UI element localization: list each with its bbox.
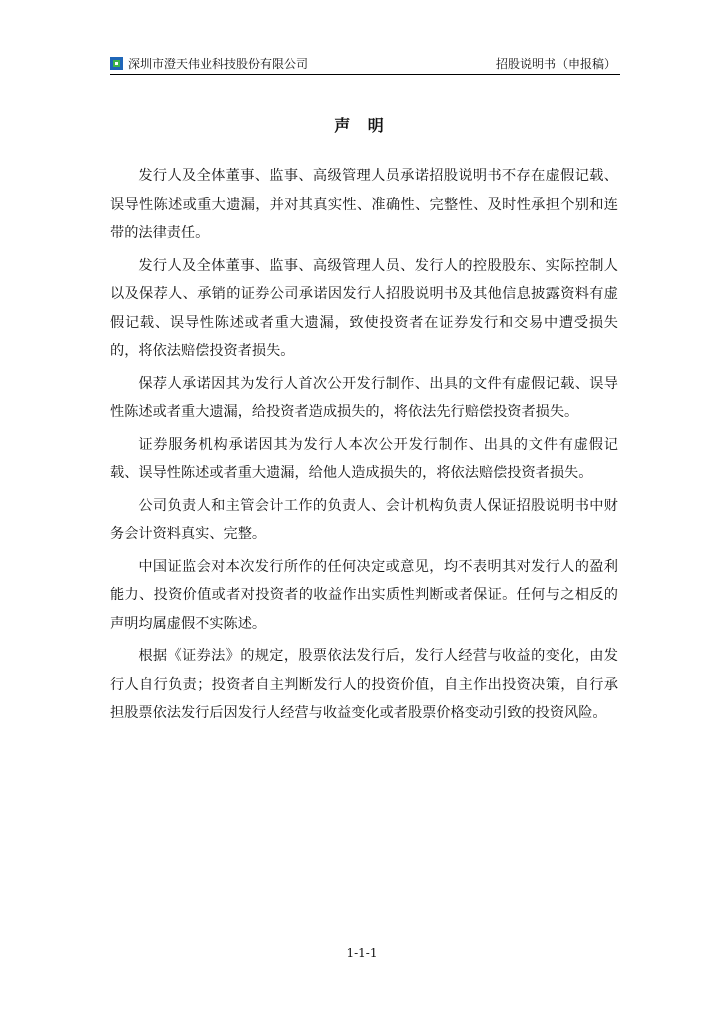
header-company-name: 深圳市澄天伟业科技股份有限公司 bbox=[128, 57, 309, 71]
paragraph-1: 发行人及全体董事、监事、高级管理人员承诺招股说明书不存在虚假记载、误导性陈述或重大遗漏，并对其真实性、准确性、完整性、及时性承担个别和连带的法律责任。 bbox=[110, 168, 618, 241]
header-document-type: 招股说明书（申报稿） bbox=[495, 57, 616, 71]
page-number: 1-1-1 bbox=[346, 946, 378, 960]
paragraph-7: 根据《证券法》的规定，股票依法发行后，发行人经营与收益的变化，由发行人自行负责；投资者自主判断发行人的投资价值，自主作出投资决策，自行承担股票依法发行后因发行人经营与收益变化或者股票价格变动引致的投资风险。 bbox=[110, 648, 618, 721]
paragraph-3: 保荐人承诺因其为发行人首次公开发行制作、出具的文件有虚假记载、误导性陈述或者重大遗漏，给投资者造成损失的，将依法先行赔偿投资者损失。 bbox=[110, 375, 618, 420]
page-title: 声 明 bbox=[334, 116, 390, 135]
paragraph-5: 公司负责人和主管会计工作的负责人、会计机构负责人保证招股说明书中财务会计资料真实、完整。 bbox=[110, 497, 618, 542]
paragraph-2: 发行人及全体董事、监事、高级管理人员、发行人的控股股东、实际控制人以及保荐人、承销的证券公司承诺因发行人招股说明书及其他信息披露资料有虚假记载、误导性陈述或者重大遗漏，致使投资者在证券发行和交易中遭受损失的，将依法赔偿投资者损失。 bbox=[110, 257, 618, 359]
page-header bbox=[110, 55, 620, 73]
paragraph-6: 中国证监会对本次发行所作的任何决定或意见，均不表明其对发行人的盈利能力、投资价值或者对投资者的收益作出实质性判断或者保证。任何与之相反的声明均属虚假不实陈述。 bbox=[110, 558, 618, 632]
header-divider bbox=[110, 74, 620, 75]
declaration-body bbox=[110, 162, 618, 732]
company-logo-icon bbox=[110, 57, 124, 70]
paragraph-4: 证券服务机构承诺因其为发行人本次公开发行制作、出具的文件有虚假记载、误导性陈述或者重大遗漏，给他人造成损失的，将依法赔偿投资者损失。 bbox=[110, 436, 618, 481]
